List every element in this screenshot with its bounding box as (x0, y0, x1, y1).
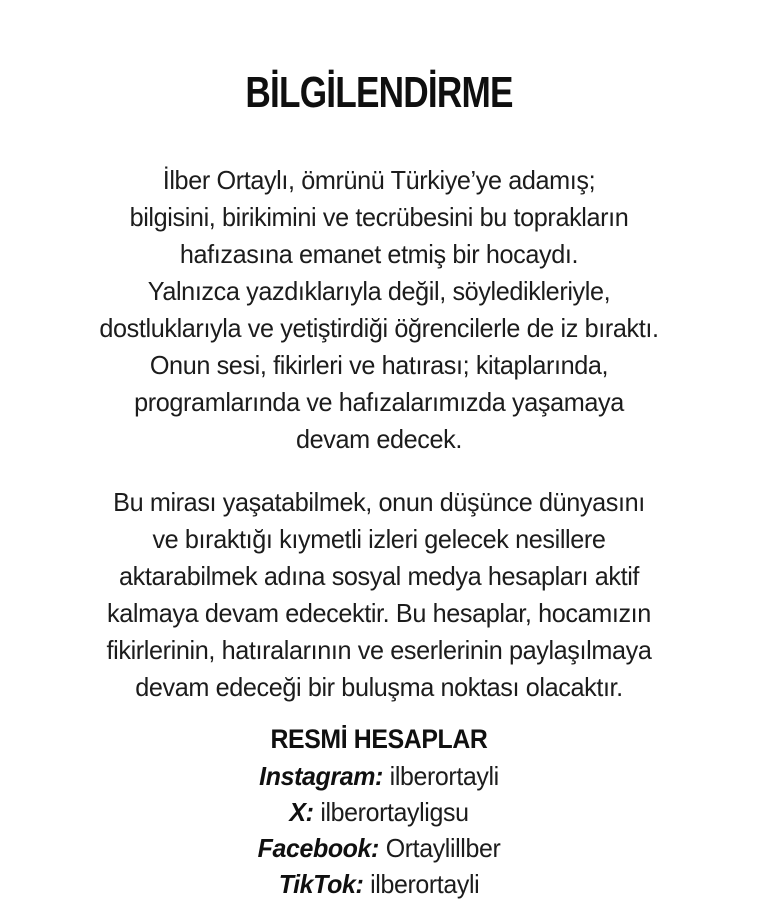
account-row-tiktok (15, 866, 743, 902)
text-line: hafızasına emanet etmiş bir hocaydı. (179, 239, 579, 269)
text-line: fikirlerinin, hatıralarının ve eserlerinin paylaşılmaya (106, 635, 652, 665)
account-platform: TikTok: (278, 869, 364, 899)
accounts-list (0, 758, 758, 902)
account-platform: Instagram: (259, 761, 383, 791)
official-accounts-heading (0, 722, 758, 756)
account-handle: ilberortayligsu (320, 797, 469, 827)
text-line: programlarında ve hafızalarımızda yaşamaya (134, 387, 624, 417)
paragraph-legacy (0, 484, 758, 706)
text-line: kalmaya devam edecektir. Bu hesaplar, hocamızın (107, 598, 651, 628)
text-line: İlber Ortaylı, ömrünü Türkiye’ye adamış; (162, 165, 596, 195)
text-line: ve bıraktığı kıymetli izleri gelecek nesillere (152, 524, 606, 554)
text-line: Yalnızca yazdıklarıyla değil, söyledikleriyle, (147, 276, 611, 306)
text-line: aktarabilmek adına sosyal medya hesapları aktif (118, 561, 640, 591)
official-accounts-heading-text: RESMİ HESAPLAR (270, 724, 488, 754)
page-title-text: BİLGİLENDİRME (245, 68, 513, 117)
text-line: Bu mirası yaşatabilmek, onun düşünce dünyasını (113, 487, 645, 517)
text-line: devam edeceği bir buluşma noktası olacaktır. (135, 672, 623, 702)
text-line: dostluklarıyla ve yetiştirdiği öğrencilerle de iz bıraktı. (99, 313, 659, 343)
account-row-instagram (15, 758, 743, 794)
text-line: bilgisini, birikimini ve tecrübesini bu toprakların (129, 202, 629, 232)
account-row-x (15, 794, 743, 830)
account-platform: Facebook: (257, 833, 379, 863)
text-line: Onun sesi, fikirleri ve hatırası; kitaplarında, (149, 350, 609, 380)
account-handle: ilberortayli (370, 869, 480, 899)
account-handle: Ortaylillber (385, 833, 501, 863)
paragraph-memorial (0, 162, 758, 458)
page-title (0, 0, 758, 118)
text-line: devam edecek. (295, 424, 462, 454)
account-row-facebook (15, 830, 743, 866)
account-platform: X: (289, 797, 314, 827)
account-handle: ilberortayli (389, 761, 499, 791)
